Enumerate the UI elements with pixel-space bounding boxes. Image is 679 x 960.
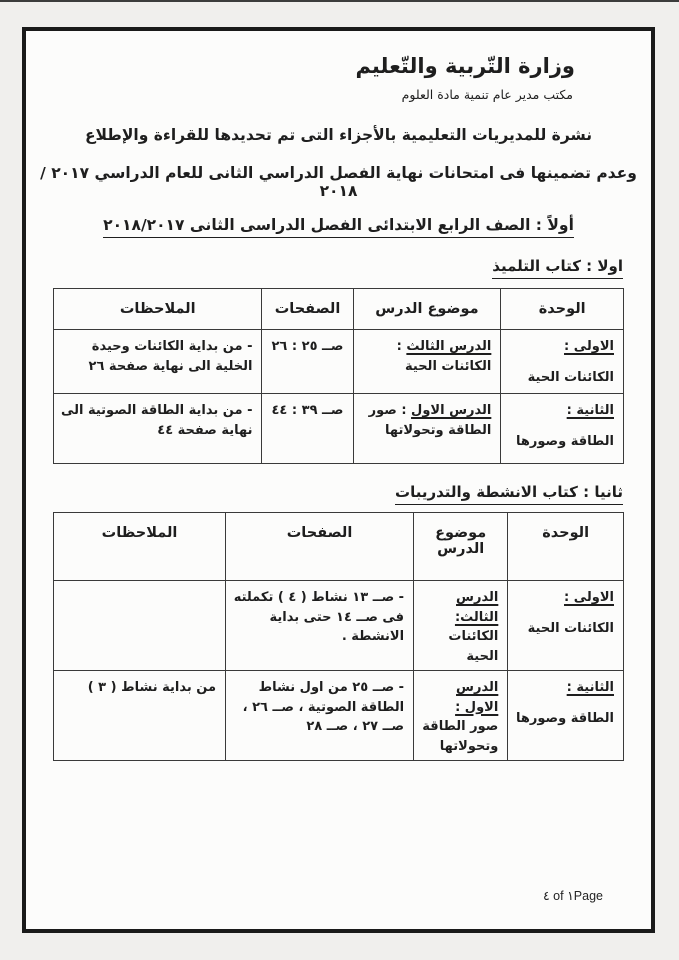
- column-header-unit: الوحدة: [501, 289, 624, 330]
- lesson-name: الدرس الاول: [411, 403, 492, 418]
- lesson-cell: [414, 671, 508, 761]
- lesson-name: الدرس الثالث: [406, 339, 492, 354]
- grade-title-text: أولاً : الصف الرابع الابتدائى الفصل الدراسى الثانى ٢٠١٨/٢٠١٧: [103, 216, 574, 238]
- column-header-notes: الملاحظات: [54, 513, 226, 581]
- notes-cell: [54, 581, 226, 671]
- section-heading-activity-book: [26, 483, 623, 505]
- lesson-name: الدرس الثالث:: [454, 590, 499, 625]
- table-header-row: [54, 289, 624, 330]
- pages-cell: - صــ ١٣ نشاط ( ٤ ) تكملته فى صــ ١٤ حتى بداية الانشطة .: [226, 581, 414, 671]
- column-header-notes: الملاحظات: [54, 289, 262, 330]
- unit-desc: الطاقة وصورها: [516, 433, 614, 449]
- unit-cell: [508, 581, 624, 671]
- column-header-lesson: موضوع الدرس: [414, 513, 508, 581]
- notes-cell: من بداية نشاط ( ٣ ): [54, 671, 226, 761]
- page-number: ٤ of ١Page: [542, 889, 603, 903]
- bulletin-line-2: وعدم تضمينها فى امتحانات نهاية الفصل الدراسي الثانى للعام الدراسي ٢٠١٧ / ٢٠١٨: [40, 164, 637, 200]
- lesson-cell: [414, 581, 508, 671]
- lesson-cell: [353, 330, 501, 394]
- student-book-table: [53, 288, 624, 464]
- unit-cell: [508, 671, 624, 761]
- notes-cell: - من بداية الكائنات وحيدة الخلية الى نهاية صفحة ٢٦: [54, 330, 262, 394]
- column-header-lesson: موضوع الدرس: [353, 289, 501, 330]
- column-header-pages: الصفحات: [262, 289, 353, 330]
- section-heading-student-book-text: اولا : كتاب التلميذ: [492, 257, 623, 279]
- notes-cell: - من بداية الطاقة الصوتية الى نهاية صفحة ٤٤: [54, 394, 262, 464]
- table-row: [54, 671, 624, 761]
- table-row: [54, 581, 624, 671]
- lesson-rest: : الكائنات الحية: [396, 339, 492, 374]
- section-heading-activity-book-text: ثانيا : كتاب الانشطة والتدريبات: [395, 483, 623, 505]
- unit-desc: الكائنات الحية: [527, 620, 614, 636]
- lesson-rest: صور الطاقة وتحولاتها: [422, 719, 499, 754]
- unit-cell: [501, 330, 624, 394]
- grade-title: [26, 216, 651, 238]
- pages-cell: صــ ٢٥ : ٢٦: [262, 330, 353, 394]
- lesson-rest: الكائنات الحية: [448, 629, 499, 664]
- column-header-pages: الصفحات: [226, 513, 414, 581]
- table-row: [54, 330, 624, 394]
- ministry-title: وزارة التّربية والتّعليم: [355, 54, 575, 78]
- document-page: [22, 27, 655, 933]
- bulletin-line-1: نشرة للمديريات التعليمية بالأجزاء التى تم تحديدها للقراءة والإطلاع: [84, 126, 593, 144]
- unit-name: الاولى :: [564, 590, 614, 605]
- pages-cell: - صــ ٢٥ من اول نشاط الطاقة الصوتية ، صــ ٢٦ ، صــ ٢٧ ، صــ ٢٨: [226, 671, 414, 761]
- office-subtitle: مكتب مدير عام تنمية مادة العلوم: [401, 87, 573, 102]
- unit-name: الثانية :: [566, 403, 614, 418]
- unit-name: الثانية :: [566, 680, 614, 695]
- lesson-name: الدرس الاول :: [455, 680, 499, 715]
- activity-book-table: [53, 512, 624, 761]
- table-row: [54, 394, 624, 464]
- lesson-cell: [353, 394, 501, 464]
- section-heading-student-book: [26, 257, 623, 279]
- lesson-rest: : صور الطاقة وتحولاتها: [368, 403, 492, 438]
- column-header-unit: الوحدة: [508, 513, 624, 581]
- pages-cell: صــ ٣٩ : ٤٤: [262, 394, 353, 464]
- unit-cell: [501, 394, 624, 464]
- table-header-row: [54, 513, 624, 581]
- unit-name: الاولى :: [564, 339, 614, 354]
- photo-edge-line: [0, 0, 679, 2]
- unit-desc: الكائنات الحية: [527, 369, 614, 385]
- unit-desc: الطاقة وصورها: [516, 710, 614, 726]
